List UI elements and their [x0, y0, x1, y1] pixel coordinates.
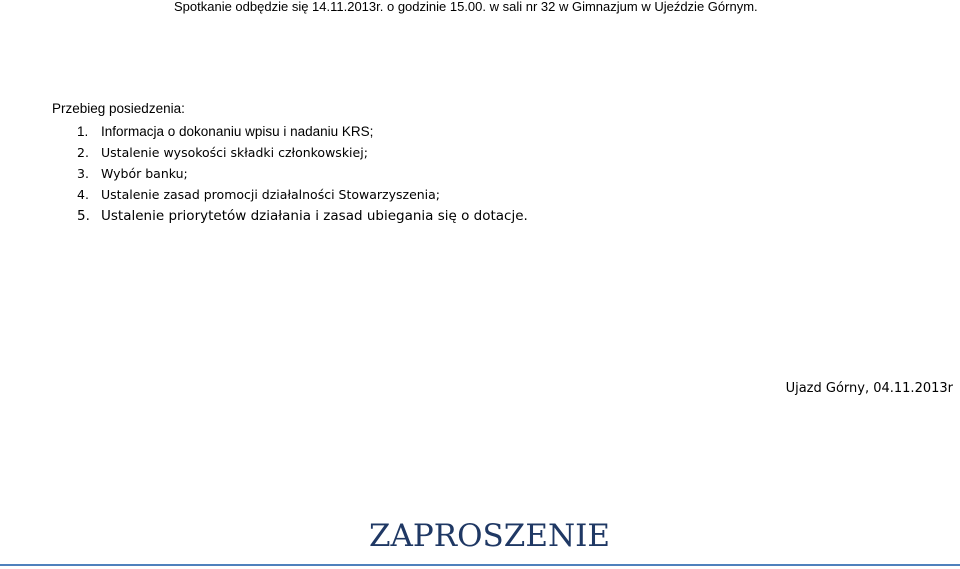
agenda-list	[77, 123, 528, 228]
agenda-item	[77, 207, 528, 228]
agenda-item-text: Informacja o dokonaniu wpisu i nadaniu KRS;	[101, 124, 374, 139]
agenda-item	[77, 165, 528, 186]
invitation-title: ZAPROSZENIE	[369, 518, 610, 554]
agenda-item-number: 5.	[77, 208, 90, 224]
agenda-item-text: Wybór banku;	[101, 166, 188, 181]
agenda-item-number: 1.	[77, 124, 89, 139]
agenda-item-number: 3.	[77, 166, 89, 181]
agenda-item-text: Ustalenie wysokości składki członkowskiej;	[101, 145, 368, 160]
agenda-item	[77, 123, 528, 144]
agenda-item-text: Ustalenie zasad promocji działalności Stowarzyszenia;	[101, 187, 441, 202]
agenda-item-number: 2.	[77, 145, 89, 160]
agenda-item	[77, 186, 528, 207]
agenda-item-number: 4.	[77, 187, 89, 202]
agenda-heading: Przebieg posiedzenia:	[52, 101, 185, 116]
agenda-item	[77, 144, 528, 165]
title-underline-rule	[0, 564, 960, 566]
meeting-intro-text: Spotkanie odbędzie się 14.11.2013r. o godzinie 15.00. w sali nr 32 w Gimnazjum w Ujeździe Górnym.	[174, 0, 758, 14]
place-and-date: Ujazd Górny, 04.11.2013r	[785, 381, 953, 396]
agenda-item-text: Ustalenie priorytetów działania i zasad ubiegania się o dotacje.	[101, 208, 528, 224]
